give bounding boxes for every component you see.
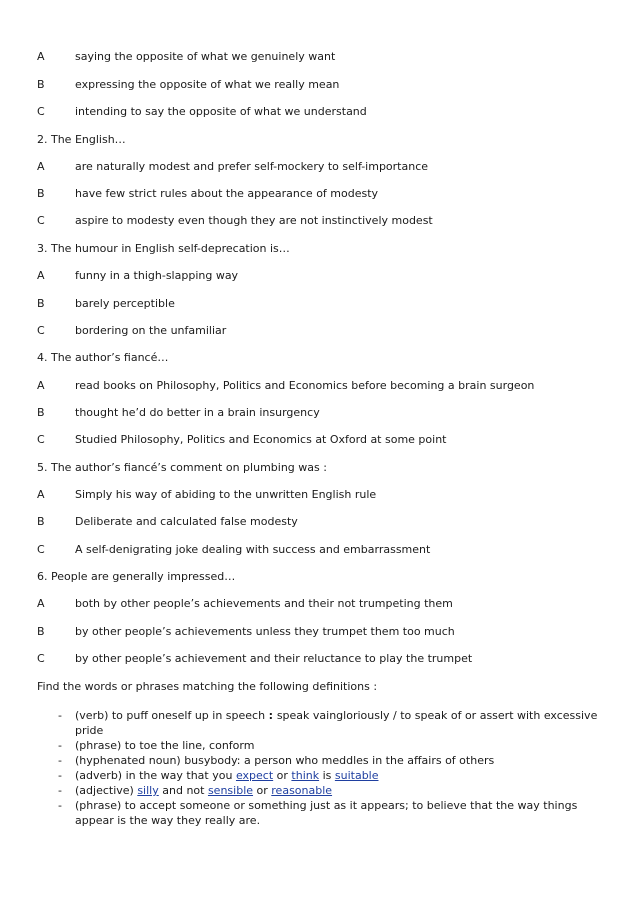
option-letter: A (37, 597, 45, 610)
option-text: by other people’s achievements unless they trumpet them too much (75, 625, 455, 638)
definition-text: (phrase) to accept someone or something just as it appears; to believe that the way things appear is the way they really are. (75, 799, 578, 827)
link-expect[interactable]: expect (235, 769, 274, 782)
option-letter: B (37, 515, 45, 528)
definition-colon: : (268, 709, 277, 722)
option-text: thought he’d do better in a brain insurgency (75, 406, 320, 419)
definition-item (58, 708, 598, 738)
option-text: barely perceptible (75, 297, 175, 310)
option-letter: A (37, 488, 45, 501)
bullet-dash: - (58, 784, 62, 797)
option-letter: C (37, 324, 45, 337)
option-text: A self-denigrating joke dealing with success and embarrassment (75, 543, 431, 556)
question-4: 4. The author’s fiancé… (37, 351, 169, 364)
question-6: 6. People are generally impressed… (37, 570, 236, 583)
option-text: funny in a thigh-slapping way (75, 269, 239, 282)
link-reasonable[interactable]: reasonable (271, 784, 333, 797)
definition-text: speak vaingloriously / to speak of or assert with excessive pride (75, 709, 598, 737)
option-letter: B (37, 187, 45, 200)
option-text: saying the opposite of what we genuinely want (75, 50, 336, 63)
option-letter: C (37, 433, 45, 446)
option-letter: A (37, 269, 45, 282)
definition-text: (adjective) (75, 784, 138, 797)
definition-text: (verb) to puff oneself up in speech (75, 709, 269, 722)
definition-text: or (253, 784, 272, 797)
link-silly[interactable]: silly (137, 784, 159, 797)
definition-item (58, 753, 598, 768)
option-letter: C (37, 105, 45, 118)
option-letter: A (37, 160, 45, 173)
option-text: bordering on the unfamiliar (75, 324, 227, 337)
option-letter: A (37, 50, 45, 63)
option-letter: B (37, 78, 45, 91)
question-3: 3. The humour in English self-deprecation is… (37, 242, 290, 255)
question-5: 5. The author’s fiancé’s comment on plumbing was : (37, 461, 327, 474)
option-text: intending to say the opposite of what we understand (75, 105, 367, 118)
question-2: 2. The English… (37, 133, 126, 146)
definition-item (58, 783, 598, 798)
option-letter: C (37, 543, 45, 556)
option-letter: A (37, 379, 45, 392)
bullet-dash: - (58, 739, 62, 752)
vocabulary-instructions: Find the words or phrases matching the following definitions : (37, 680, 378, 693)
definition-text: and not (158, 784, 208, 797)
definition-item (58, 738, 598, 753)
option-text: aspire to modesty even though they are not instinctively modest (75, 214, 433, 227)
definition-text: or (273, 769, 292, 782)
option-text: Deliberate and calculated false modesty (75, 515, 298, 528)
option-text: expressing the opposite of what we really mean (75, 78, 340, 91)
option-text: both by other people’s achievements and their not trumpeting them (75, 597, 453, 610)
definition-text: (hyphenated noun) busybody: a person who meddles in the affairs of others (75, 754, 495, 767)
option-text: read books on Philosophy, Politics and Economics before becoming a brain surgeon (75, 379, 535, 392)
option-letter: C (37, 214, 45, 227)
option-letter: B (37, 625, 45, 638)
bullet-dash: - (58, 769, 62, 782)
definition-item (58, 768, 598, 783)
option-text: by other people’s achievement and their reluctance to play the trumpet (75, 652, 473, 665)
definition-text: (adverb) in the way that you (75, 769, 236, 782)
bullet-dash: - (58, 799, 62, 812)
option-text: Studied Philosophy, Politics and Economics at Oxford at some point (75, 433, 447, 446)
link-sensible[interactable]: sensible (207, 784, 254, 797)
link-suitable[interactable]: suitable (334, 769, 379, 782)
option-letter: C (37, 652, 45, 665)
definitions-list (58, 708, 598, 828)
definition-item (58, 798, 598, 828)
option-letter: B (37, 297, 45, 310)
bullet-dash: - (58, 754, 62, 767)
definition-text: is (319, 769, 335, 782)
definition-text: (phrase) to toe the line, conform (75, 739, 255, 752)
bullet-dash: - (58, 709, 62, 722)
option-text: have few strict rules about the appearance of modesty (75, 187, 379, 200)
option-letter: B (37, 406, 45, 419)
option-text: are naturally modest and prefer self-mockery to self-importance (75, 160, 429, 173)
link-think[interactable]: think (291, 769, 320, 782)
option-text: Simply his way of abiding to the unwritten English rule (75, 488, 377, 501)
